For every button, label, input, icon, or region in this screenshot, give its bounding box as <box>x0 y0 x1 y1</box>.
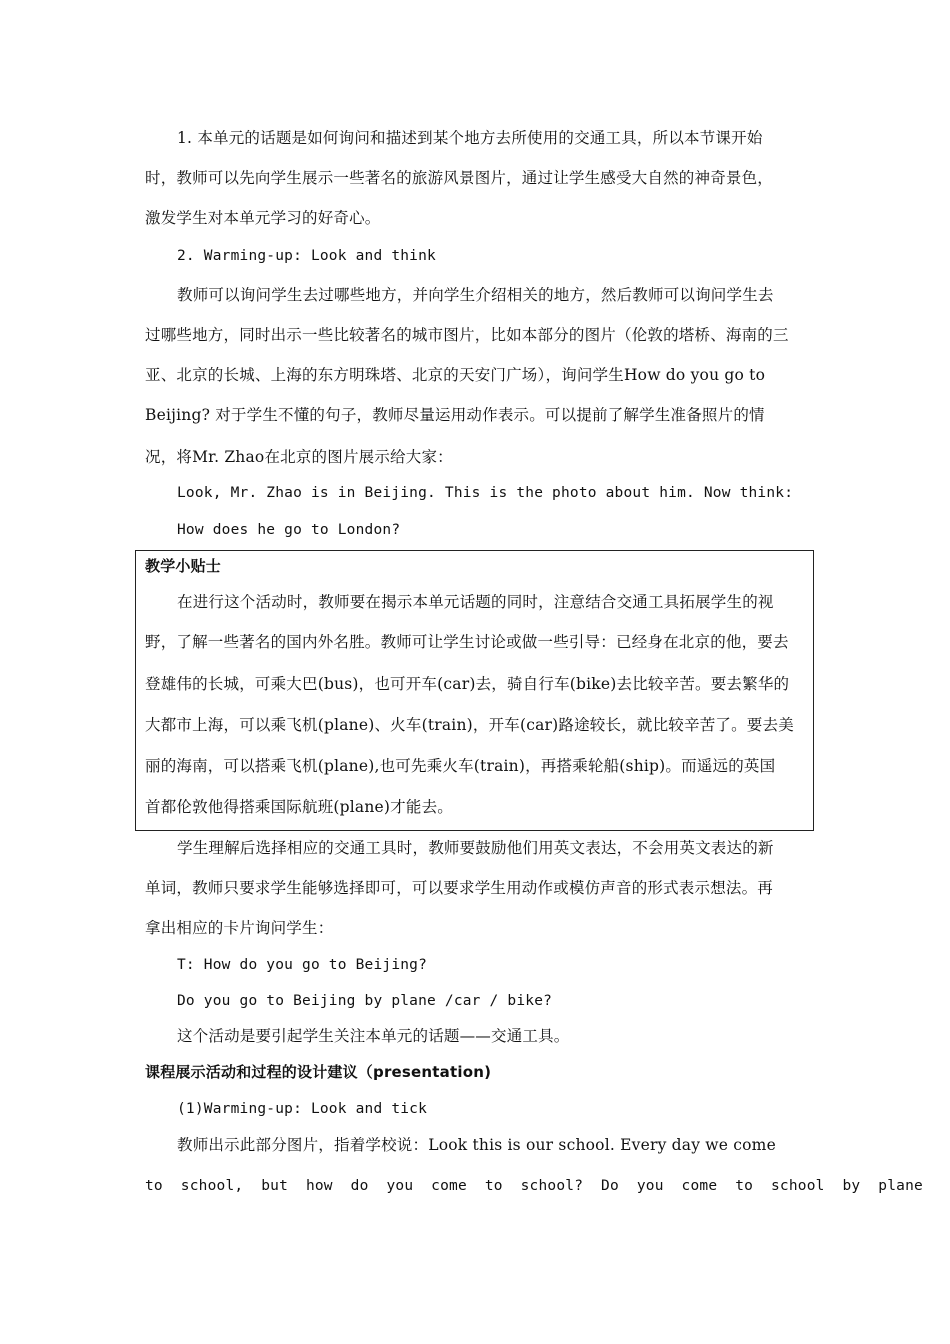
subsection-title: (1)Warming-up: Look and tick <box>177 1101 428 1117</box>
paragraph-line: 时，教师可以先向学生展示一些著名的旅游风景图片，通过让学生感受大自然的神奇景色， <box>145 169 774 187</box>
tips-line: 丽的海南，可以搭乘飞机(plane),也可先乘火车(train)，再搭乘轮船(ship)。而遥远的英国 <box>145 757 776 775</box>
paragraph-line: 单词，教师只要求学生能够选择即可，可以要求学生用动作或模仿声音的形式表示想法。再 <box>145 879 774 897</box>
paragraph-line: 1. 本单元的话题是如何询问和描述到某个地方去所使用的交通工具，所以本节课开始 <box>177 129 763 147</box>
dialog-line: Do you go to Beijing by plane /car / bike? <box>177 993 553 1009</box>
paragraph-line: 拿出相应的卡片询问学生： <box>145 919 334 937</box>
paragraph-line: 学生理解后选择相应的交通工具时，教师要鼓励他们用英文表达，不会用英文表达的新 <box>177 839 774 857</box>
tips-line: 大都市上海，可以乘飞机(plane)、火车(train)，开车(car)路途较长，就比较辛苦了。要去美 <box>145 716 794 734</box>
paragraph-line: 激发学生对本单元学习的好奇心。 <box>145 209 381 227</box>
paragraph-line: 教师可以询问学生去过哪些地方，并向学生介绍相关的地方，然后教师可以询问学生去 <box>177 286 774 304</box>
tips-line: 野，了解一些著名的国内外名胜。教师可让学生讨论或做一些引导：已经身在北京的他，要去 <box>145 633 789 651</box>
dialog-line: T: How do you go to Beijing? <box>177 957 428 973</box>
tips-line: 首都伦敦他得搭乘国际航班(plane)才能去。 <box>145 798 453 816</box>
paragraph-line: 教师出示此部分图片，指着学校说：Look this is our school. Every day we come <box>177 1136 776 1154</box>
paragraph-line: 况，将Mr. Zhao在北京的图片展示给大家： <box>145 448 453 466</box>
paragraph-line: to school, but how do you come to school? Do you come to school by plane <box>145 1178 923 1194</box>
summary-line: 这个活动是要引起学生关注本单元的话题——交通工具。 <box>177 1027 570 1045</box>
paragraph-line: Beijing? 对于学生不懂的句子，教师尽量运用动作表示。可以提前了解学生准备照片的情 <box>145 406 765 424</box>
paragraph-line: 过哪些地方，同时出示一些比较著名的城市图片，比如本部分的图片（伦敦的塔桥、海南的三 <box>145 326 789 344</box>
tips-line: 在进行这个活动时，教师要在揭示本单元话题的同时，注意结合交通工具拓展学生的视 <box>177 593 774 611</box>
tips-line: 登雄伟的长城，可乘大巴(bus)，也可开车(car)去，骑自行车(bike)去比较辛苦。要去繁华的 <box>145 675 790 693</box>
subsection-title: 2. Warming-up: Look and think <box>177 248 436 264</box>
section-heading: 课程展示活动和过程的设计建议（presentation) <box>145 1063 492 1081</box>
example-sentence: How does he go to London? <box>177 522 401 538</box>
tips-title: 教学小贴士 <box>145 557 222 575</box>
paragraph-line: 亚、北京的长城、上海的东方明珠塔、北京的天安门广场），询问学生How do you go to <box>145 366 766 384</box>
example-sentence: Look, Mr. Zhao is in Beijing. This is the photo about him. Now think: <box>177 485 794 501</box>
